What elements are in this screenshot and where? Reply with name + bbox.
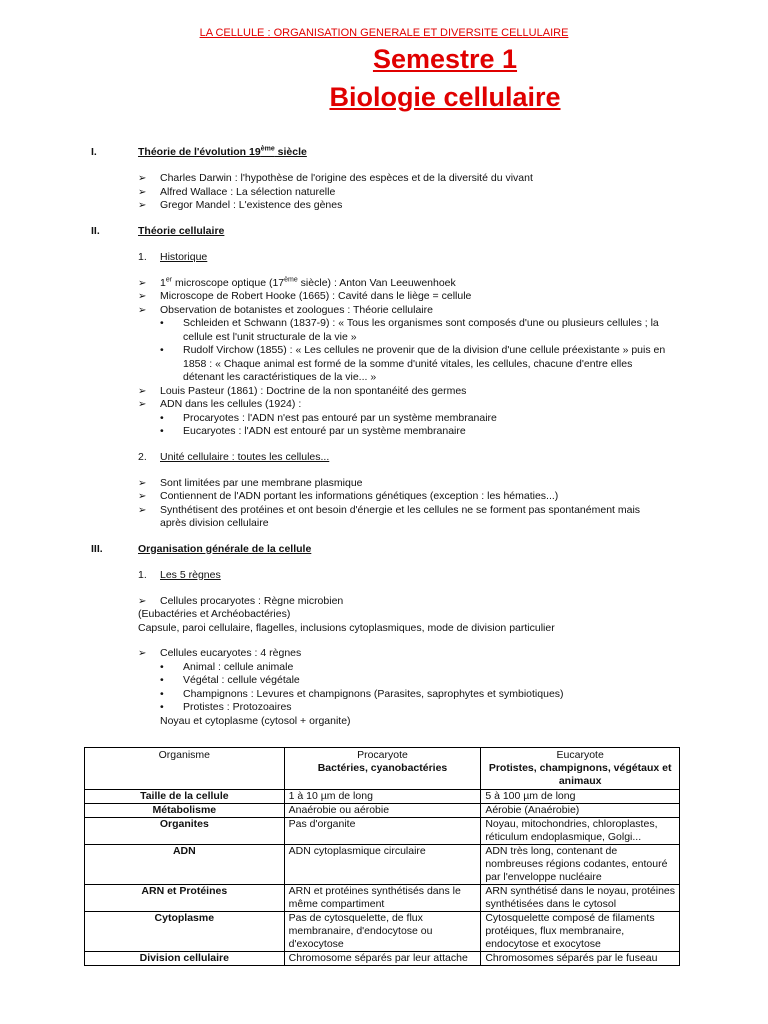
section-heading-3 — [0, 543, 768, 557]
table-cell: Noyau, mitochondries, chloroplastes, réticulum endoplasmique, Golgi... — [481, 818, 680, 845]
table-row — [85, 885, 680, 912]
page-title-semester: Semestre 1 — [372, 44, 518, 74]
table-cell: Cytosquelette composé de filaments protéiques, flux membranaire, endocytose et exocytose — [481, 912, 680, 952]
subsection-heading-historique — [0, 251, 768, 265]
list-item: ➢ Alfred Wallace : La sélection naturelle — [0, 186, 768, 200]
section-number: I. — [91, 146, 97, 158]
table-row — [85, 952, 680, 966]
list-item: ➢ Gregor Mandel : L'existence des gènes — [0, 199, 768, 213]
table-cell: Chromosome séparés par leur attache — [284, 952, 481, 966]
section-number: II. — [91, 224, 100, 237]
bullet-item: • Schleiden et Schwann (1837-9) : « Tous les organismes sont composés d'une ou plusieurs cellules ; la cellule est l'unit structurale de la vie » — [0, 317, 768, 344]
table-row — [85, 845, 680, 885]
comparison-table — [84, 747, 680, 966]
bullet-item: • Eucaryotes : l'ADN est entouré par un système membranaire — [0, 425, 768, 439]
list-item: ➢ Louis Pasteur (1861) : Doctrine de la non spontanéité des germes — [0, 385, 768, 399]
paragraph-text: Noyau et cytoplasme (cytosol + organite) — [160, 714, 351, 727]
table-row — [85, 818, 680, 845]
table-row — [85, 790, 680, 804]
table-cell: ADN cytoplasmique circulaire — [284, 845, 481, 885]
subsection-title: Les 5 règnes — [160, 568, 221, 581]
table-cell: Pas de cytosquelette, de flux membranaire, d'endocytose ou d'exocytose — [284, 912, 481, 952]
bullet-item: • Végétal : cellule végétale — [0, 674, 768, 688]
table-header-cell: Procaryote Bactéries, cyanobactéries — [284, 748, 481, 790]
bullet-item: • Rudolf Virchow (1855) : « Les cellules ne provenir que de la division d'une cellule préexistante » puis en 1858 : « Chaque animal est formé de la somme d'unité vitales, les cellules, chacune d'entre elles détenant les caractéristiques de la vie... » — [0, 344, 768, 385]
subsection-number: 1. — [138, 250, 147, 263]
section-heading-1 — [0, 146, 768, 160]
table-cell: 1 à 10 µm de long — [284, 790, 481, 804]
list-item: ➢ Charles Darwin : l'hypothèse de l'origine des espèces et de la diversité du vivant — [0, 172, 768, 186]
table-cell: Chromosomes séparés par le fuseau — [481, 952, 680, 966]
subsection-heading-unite — [0, 451, 768, 465]
list-item: ➢ Cellules procaryotes : Règne microbien — [0, 595, 768, 609]
table-row-header: Cytoplasme — [85, 912, 285, 952]
bullet-item: • Champignons : Levures et champignons (Parasites, saprophytes et symbiotiques) — [0, 688, 768, 702]
subsection-number: 2. — [138, 450, 147, 463]
bullet-item: • Animal : cellule animale — [0, 661, 768, 675]
page-title-subject: Biologie cellulaire — [329, 82, 561, 112]
table-cell: ARN et protéines synthétisés dans le même compartiment — [284, 885, 481, 912]
list-item: ➢ 1er microscope optique (17ème siècle) : Anton Van Leeuwenhoek — [0, 277, 768, 291]
table-row-header: Organites — [85, 818, 285, 845]
subsection-title: Historique — [160, 250, 208, 263]
table-cell: ADN très long, contenant de nombreuses régions codantes, entouré par l'enveloppe nucléaire — [481, 845, 680, 885]
subsection-number: 1. — [138, 568, 147, 581]
section-number: III. — [91, 542, 103, 555]
table-row — [85, 912, 680, 952]
list-item: ➢ ADN dans les cellules (1924) : — [0, 398, 768, 412]
table-row — [85, 804, 680, 818]
bullet-item: • Protistes : Protozoaires — [0, 701, 768, 715]
table-row-header: Taille de la cellule — [85, 790, 285, 804]
section-title: Théorie de l'évolution 19ème siècle — [138, 145, 307, 158]
list-item: ➢ Sont limitées par une membrane plasmique — [0, 477, 768, 491]
list-item: ➢ Synthétisent des protéines et ont besoin d'énergie et les cellules ne se forment pas spontanément mais après division cellulaire — [0, 504, 768, 531]
document-body — [0, 146, 768, 728]
paragraph-text: Capsule, paroi cellulaire, flagelles, inclusions cytoplasmiques, mode de division particulier — [138, 621, 555, 634]
table-header-cell: Organisme — [85, 748, 285, 790]
paragraph-text: (Eubactéries et Archéobactéries) — [138, 608, 291, 620]
subsection-heading-regnes — [0, 569, 768, 583]
list-item: ➢ Observation de botanistes et zoologues : Théorie cellulaire — [0, 304, 768, 318]
table-header-row — [85, 748, 680, 790]
list-item: ➢ Microscope de Robert Hooke (1665) : Cavité dans le liège = cellule — [0, 290, 768, 304]
document-header: LA CELLULE : ORGANISATION GENERALE ET DIVERSITE CELLULAIRE — [199, 27, 569, 39]
table-row-header: ARN et Protéines — [85, 885, 285, 912]
table-cell: Anaérobie ou aérobie — [284, 804, 481, 818]
list-item: ➢ Contiennent de l'ADN portant les informations génétiques (exception : les hématies...) — [0, 490, 768, 504]
table-header-cell: Eucaryote Protistes, champignons, végétaux et animaux — [481, 748, 680, 790]
table-cell: ARN synthétisé dans le noyau, protéines synthétisées dans le cytosol — [481, 885, 680, 912]
table-row-header: Métabolisme — [85, 804, 285, 818]
section-title: Organisation générale de la cellule — [138, 542, 312, 555]
table-row-header: ADN — [85, 845, 285, 885]
table-cell: Aérobie (Anaérobie) — [481, 804, 680, 818]
table-row-header: Division cellulaire — [85, 952, 285, 966]
section-title: Théorie cellulaire — [138, 224, 225, 237]
subsection-title: Unité cellulaire : toutes les cellules... — [160, 450, 330, 463]
table-cell: 5 à 100 µm de long — [481, 790, 680, 804]
bullet-item: • Procaryotes : l'ADN n'est pas entouré par un système membranaire — [0, 412, 768, 426]
list-item: ➢ Cellules eucaryotes : 4 règnes — [0, 647, 768, 661]
table-cell: Pas d'organite — [284, 818, 481, 845]
section-heading-2 — [0, 225, 768, 239]
